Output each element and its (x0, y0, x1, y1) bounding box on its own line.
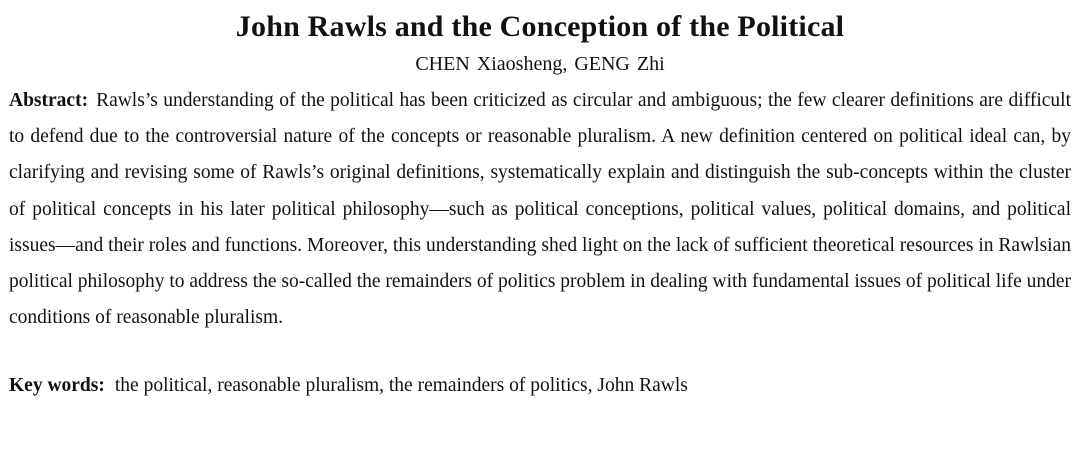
keywords-line (9, 374, 1071, 398)
keywords-label: Key words: (9, 375, 105, 397)
keywords-text: the political, reasonable pluralism, the remainders of politics, John Rawls (114, 375, 688, 397)
abstract-label: Abstract: (9, 90, 89, 111)
paper-title: John Rawls and the Conception of the Political (235, 10, 845, 43)
paper-authors: CHEN Xiaosheng, GENG Zhi (415, 53, 665, 75)
abstract-text: Rawls’s understanding of the political has been criticized as circular and ambiguous; the few clearer definitions are difficult to defend due to the controversial nature of the concepts or reasonable pluralism. A new definition centered on political ideal can, by clarifying and revising some of Rawls’s original definitions, systematically explain and distinguish the sub-concepts within the cluster of political concepts in his later political philosophy—such as political conceptions, political values, political domains, and political issues—and their roles and functions. Moreover, this understanding shed light on the lack of sufficient theoretical resources in Rawlsian political philosophy to address the so-called the remainders of politics problem in dealing with fundamental issues of political life under conditions of reasonable pluralism. (9, 90, 1071, 329)
abstract-paragraph (9, 83, 1071, 336)
